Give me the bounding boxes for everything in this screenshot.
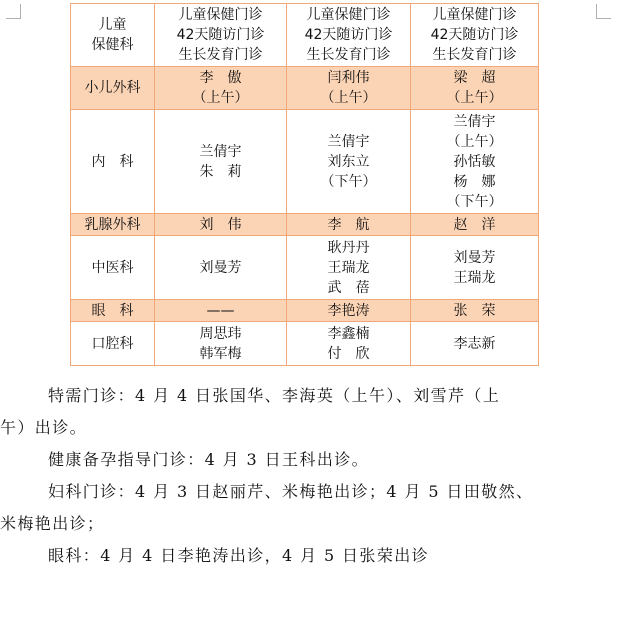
- doctor-line: 韩军梅: [199, 345, 242, 362]
- header-line: 儿童保健门诊: [432, 7, 517, 23]
- header-cell-clinics: [287, 4, 411, 67]
- department-cell: 乳腺外科: [71, 214, 155, 236]
- doctor-line: 孙恬敏: [453, 153, 496, 170]
- doctor-cell: [411, 67, 539, 110]
- doctor-cell: [411, 322, 539, 366]
- doctor-cell: 刘 伟: [155, 214, 287, 236]
- doctor-cell: 李 航: [287, 214, 411, 236]
- header-cell-clinics: [155, 4, 287, 67]
- doctor-line: 梁 超: [453, 70, 496, 86]
- table-row-stomatology: [71, 322, 539, 366]
- header-line: 生长发育门诊: [178, 47, 263, 63]
- doctor-cell: [287, 236, 411, 300]
- doctor-line: 兰倩宇: [199, 143, 242, 160]
- doctor-cell: [155, 67, 287, 110]
- note-special-clinic: 特需门诊：4 月 4 日张国华、李海英（上午）、刘雪芹（上: [48, 386, 501, 405]
- schedule-notes: [0, 380, 610, 572]
- table-row-ophthalmology: [71, 300, 539, 322]
- doctor-line: 王瑞龙: [327, 259, 370, 276]
- header-line: 保健科: [91, 37, 134, 53]
- header-line: 儿童保健门诊: [178, 7, 263, 23]
- doctor-line: 兰倩宇: [453, 113, 496, 130]
- clinic-schedule-table: [70, 3, 539, 366]
- department-cell: 眼 科: [71, 300, 155, 322]
- doctor-line: 付 欣: [327, 345, 370, 362]
- page-corner-mark-left: [6, 4, 21, 19]
- doctor-line: 朱 莉: [199, 163, 242, 180]
- doctor-line: 兰倩宇: [327, 133, 370, 150]
- note-ophthalmology-clinic: 眼科：4 月 4 日李艳涛出诊，4 月 5 日张荣出诊: [48, 546, 430, 565]
- header-line: 42天随访门诊: [176, 27, 265, 43]
- note-pregnancy-clinic: 健康备孕指导门诊：4 月 3 日王科出诊。: [48, 450, 370, 469]
- doctor-line: 刘东立: [327, 153, 370, 170]
- doctor-line: 闫利伟: [327, 70, 370, 86]
- doctor-line: （上午）: [320, 90, 377, 106]
- doctor-cell: [155, 236, 287, 300]
- header-cell-clinics: [411, 4, 539, 67]
- doctor-line: （上午）: [446, 133, 503, 150]
- header-line: 儿童: [98, 17, 127, 33]
- doctor-cell: [155, 322, 287, 366]
- header-line: 生长发育门诊: [432, 47, 517, 63]
- doctor-line: 耿丹丹: [327, 239, 370, 256]
- doctor-cell: [411, 236, 539, 300]
- doctor-line: 李 傲: [199, 70, 242, 86]
- doctor-line: （下午）: [320, 173, 377, 190]
- doctor-line: （上午）: [446, 90, 503, 106]
- note-gynecology-clinic: 妇科门诊：4 月 3 日赵丽芹、米梅艳出诊；4 月 5 日田敬然、: [48, 482, 534, 501]
- note-gynecology-clinic-continued: 米梅艳出诊；: [0, 514, 105, 533]
- header-line: 42天随访门诊: [430, 27, 519, 43]
- doctor-line: （上午）: [192, 90, 249, 106]
- doctor-cell: 李艳涛: [287, 300, 411, 322]
- doctor-line: 王瑞龙: [453, 269, 496, 286]
- table-row-internal-medicine: [71, 110, 539, 214]
- header-line: 生长发育门诊: [306, 47, 391, 63]
- table-row-pediatric-surgery: [71, 67, 539, 110]
- doctor-cell: [411, 110, 539, 214]
- doctor-cell: 赵 洋: [411, 214, 539, 236]
- doctor-line: 李志新: [453, 335, 496, 352]
- table-row-breast-surgery: [71, 214, 539, 236]
- header-cell-department: [71, 4, 155, 67]
- header-line: 儿童保健门诊: [306, 7, 391, 23]
- doctor-line: 周思玮: [199, 325, 242, 342]
- header-line: 42天随访门诊: [304, 27, 393, 43]
- table-row-tcm: [71, 236, 539, 300]
- department-cell: 口腔科: [71, 322, 155, 366]
- doctor-line: 李鑫楠: [327, 325, 370, 342]
- department-cell: 中医科: [71, 236, 155, 300]
- doctor-line: 刘曼芳: [453, 249, 496, 266]
- doctor-cell: 张 荣: [411, 300, 539, 322]
- doctor-line: （下午）: [446, 193, 503, 210]
- doctor-cell: ——: [155, 300, 287, 322]
- doctor-line: 武 蓓: [327, 279, 370, 296]
- page-corner-mark-right: [596, 4, 611, 19]
- note-special-clinic-continued: 午）出诊。: [0, 418, 88, 437]
- doctor-cell: [287, 110, 411, 214]
- department-cell: 内 科: [71, 110, 155, 214]
- doctor-cell: [155, 110, 287, 214]
- doctor-cell: [287, 322, 411, 366]
- doctor-line: 杨 娜: [453, 173, 496, 190]
- table-header-row: [71, 4, 539, 67]
- department-cell: 小儿外科: [71, 67, 155, 110]
- doctor-cell: [287, 67, 411, 110]
- doctor-line: 刘曼芳: [199, 259, 242, 276]
